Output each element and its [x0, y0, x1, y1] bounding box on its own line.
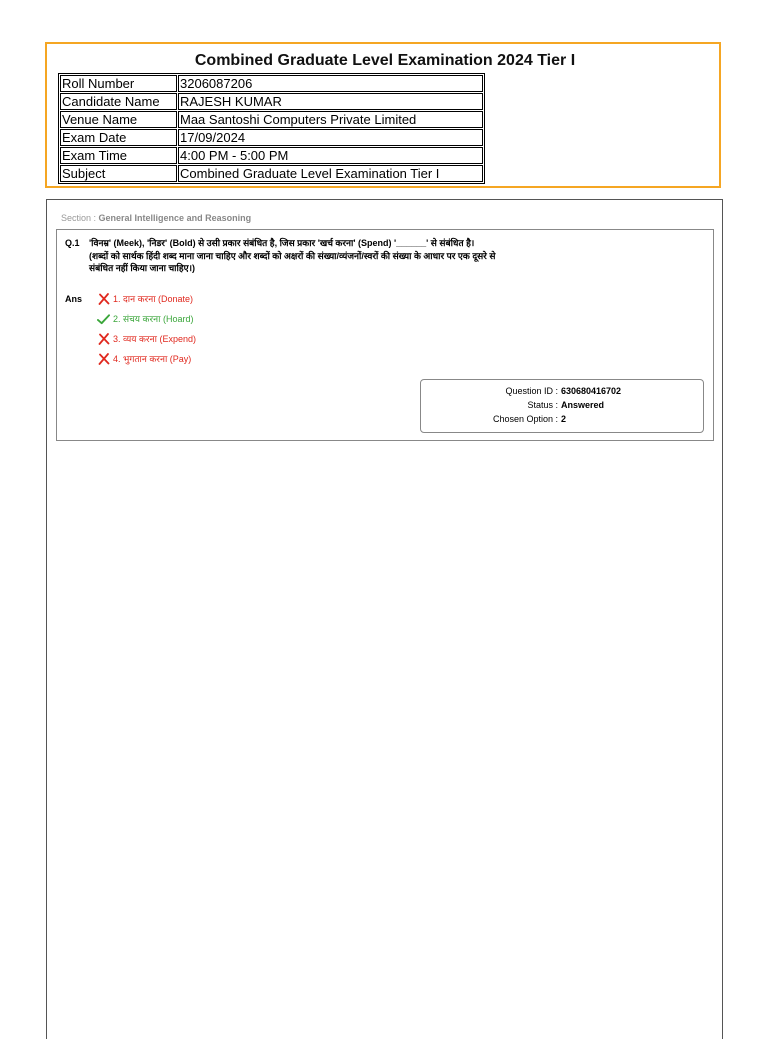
check-icon: [97, 312, 110, 325]
cross-icon: [97, 332, 110, 345]
table-row: [60, 147, 483, 164]
option-1: [97, 292, 193, 305]
row-label: Subject: [60, 165, 177, 182]
option-4: [97, 352, 191, 365]
option-text: 4. भुगतान करना (Pay): [113, 354, 192, 364]
question-text: [89, 237, 509, 275]
exam-time-value: 4:00 PM - 5:00 PM: [178, 147, 483, 164]
ans-label: Ans: [65, 294, 83, 304]
section-heading: [61, 213, 251, 223]
cross-icon: [97, 292, 110, 305]
option-2: [97, 312, 193, 325]
section-name: General Intelligence and Reasoning: [98, 213, 252, 223]
question-number: Q.1: [65, 238, 80, 248]
option-3: [97, 332, 196, 345]
table-row: [60, 129, 483, 146]
option-text: 3. व्यय करना (Expend): [113, 334, 196, 344]
chosen-option-label: Chosen Option :: [492, 414, 558, 424]
option-text: 2. संचय करना (Hoard): [113, 314, 194, 324]
chosen-option-row: [421, 414, 705, 424]
status-value: Answered: [561, 400, 605, 410]
exam-date-value: 17/09/2024: [178, 129, 483, 146]
question-panel: [46, 199, 723, 1039]
status-row: [421, 400, 705, 410]
venue-name-value: Maa Santoshi Computers Private Limited: [178, 111, 483, 128]
row-label: Venue Name: [60, 111, 177, 128]
cross-icon: [97, 352, 110, 365]
question-instruction: (शब्दों को सार्थक हिंदी शब्द माना जाना चाहिए और शब्दों को अक्षरों की संख्या/व्यंजनों/स्वरों की संख्या के आधार पर एक दूसरे से संबंधित नहीं किया जाना चाहिए।): [89, 250, 496, 273]
candidate-name-value: RAJESH KUMAR: [178, 93, 483, 110]
candidate-header: [45, 42, 721, 188]
row-label: Exam Time: [60, 147, 177, 164]
row-label: Candidate Name: [60, 93, 177, 110]
question-status-box: [420, 379, 704, 433]
subject-value: Combined Graduate Level Examination Tier I: [178, 165, 483, 182]
row-label: Exam Date: [60, 129, 177, 146]
question-text-line: 'विनम्र' (Meek), 'निडर' (Bold) से उसी प्रकार संबंधित है, जिस प्रकार 'खर्च करना' (Spend) '______' से संबंधित है।: [89, 238, 475, 248]
question-card: [56, 229, 714, 441]
question-id-label: Question ID :: [505, 386, 558, 396]
row-label: Roll Number: [60, 75, 177, 92]
roll-number-value: 3206087206: [178, 75, 483, 92]
table-row: [60, 75, 483, 92]
section-prefix: Section :: [61, 213, 99, 223]
exam-title: Combined Graduate Level Examination 2024 Tier I: [194, 52, 576, 69]
option-text: 1. दान करना (Donate): [113, 294, 194, 304]
chosen-option-value: 2: [561, 414, 567, 424]
status-label: Status :: [527, 400, 558, 410]
question-id-row: [421, 386, 705, 396]
table-row: [60, 165, 483, 182]
candidate-info-table: [58, 73, 485, 184]
table-row: [60, 111, 483, 128]
table-row: [60, 93, 483, 110]
question-id-value: 630680416702: [561, 386, 622, 396]
